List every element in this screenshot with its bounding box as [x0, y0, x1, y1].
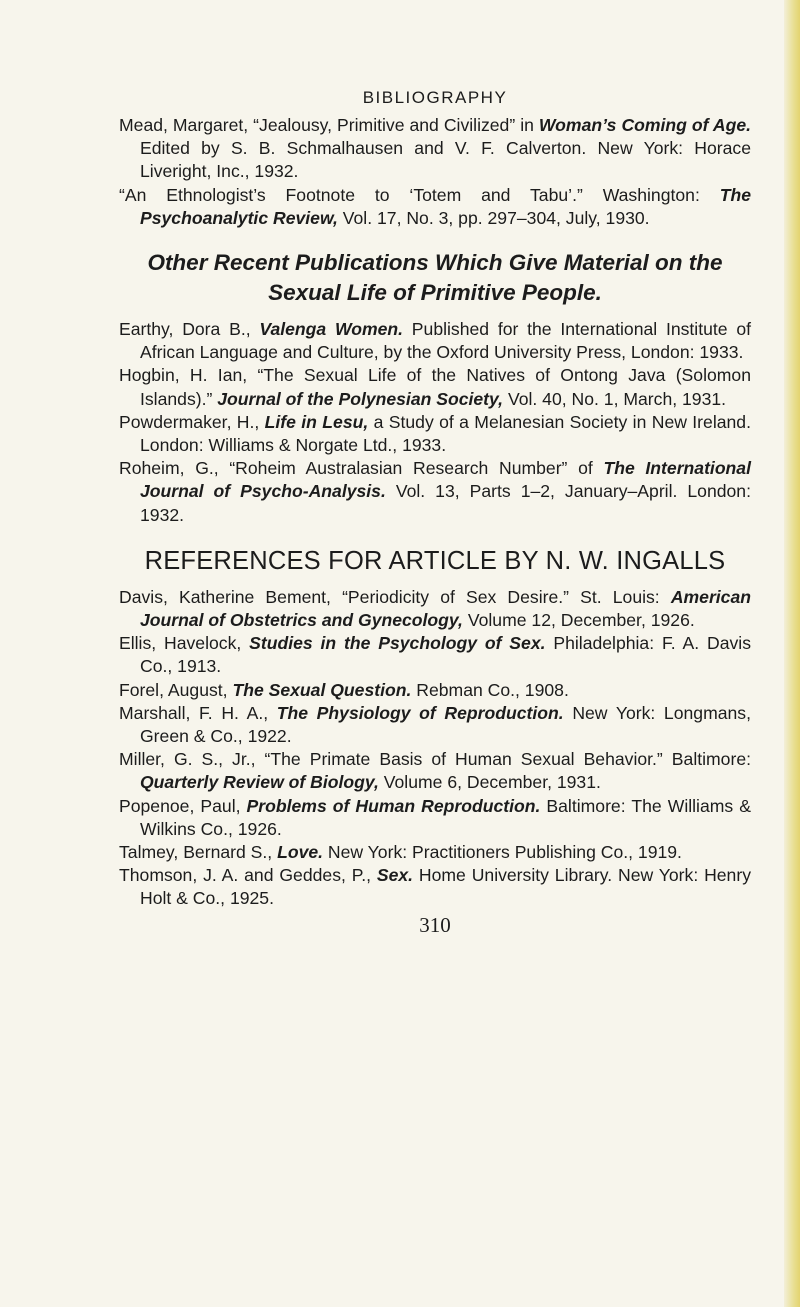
page-number: 310	[419, 912, 451, 937]
bib-entry: Earthy, Dora B., Valenga Women. Published for the International Institute of African Language and Culture, by the Oxford University Press, London: 1933.	[119, 319, 751, 363]
bib-entry: Powdermaker, H., Life in Lesu, a Study of a Melanesian Society in New Ireland. London: Williams & Norgate Ltd., 1933.	[119, 411, 751, 456]
bib-entry: Thomson, J. A. and Geddes, P., Sex. Home University Library. New York: Henry Holt & Co., 1925.	[119, 865, 751, 909]
bib-entry: Roheim, G., “Roheim Australasian Research Number” of The International Journal of Psycho-Analysis. Vol. 13, Parts 1–2, January–April. London: 1932.	[119, 458, 751, 525]
bib-entry: Ellis, Havelock, Studies in the Psychology of Sex. Philadelphia: F. A. Davis Co., 1913.	[119, 633, 751, 677]
bibliography-page	[119, 88, 751, 938]
bib-entry: Marshall, F. H. A., The Physiology of Reproduction. New York: Longmans, Green & Co., 1922.	[119, 702, 751, 747]
bib-entry: Forel, August, The Sexual Question. Rebman Co., 1908.	[119, 679, 569, 700]
running-head: BIBLIOGRAPHY	[362, 88, 508, 107]
page-edge	[784, 0, 800, 1307]
bib-entry-mead-1: Mead, Margaret, “Jealousy, Primitive and Civilized” in Woman’s Coming of Age. Edited by S. B. Schmalhausen and V. F. Calverton. New York: Horace Liveright, Inc., 1932.	[119, 115, 751, 182]
bib-entry: Talmey, Bernard S., Love. New York: Practitioners Publishing Co., 1919.	[119, 842, 682, 863]
bib-entry: Davis, Katherine Bement, “Periodicity of Sex Desire.” St. Louis: American Journal of Obstetrics and Gynecology, Volume 12, December, 1926.	[119, 586, 751, 631]
section-heading-ingalls: REFERENCES FOR ARTICLE BY N. W. INGALLS	[144, 546, 726, 575]
bib-entry-mead-2: “An Ethnologist’s Footnote to ‘Totem and Tabu’.” Washington: The Psychoanalytic Review, Vol. 17, No. 3, pp. 297–304, July, 1930.	[119, 184, 751, 228]
section-heading-primitive: Other Recent Publications Which Give Material on the Sexual Life of Primitive People.	[147, 250, 723, 306]
bib-entry: Miller, G. S., Jr., “The Primate Basis of Human Sexual Behavior.” Baltimore: Quarterly Review of Biology, Volume 6, December, 1931.	[119, 749, 751, 793]
bib-entry: Hogbin, H. Ian, “The Sexual Life of the Natives of Ontong Java (Solomon Islands).” Journal of the Polynesian Society, Vol. 40, No. 1, March, 1931.	[119, 365, 751, 409]
bib-entry: Popenoe, Paul, Problems of Human Reproduction. Baltimore: The Williams & Wilkins Co., 1926.	[119, 795, 751, 839]
